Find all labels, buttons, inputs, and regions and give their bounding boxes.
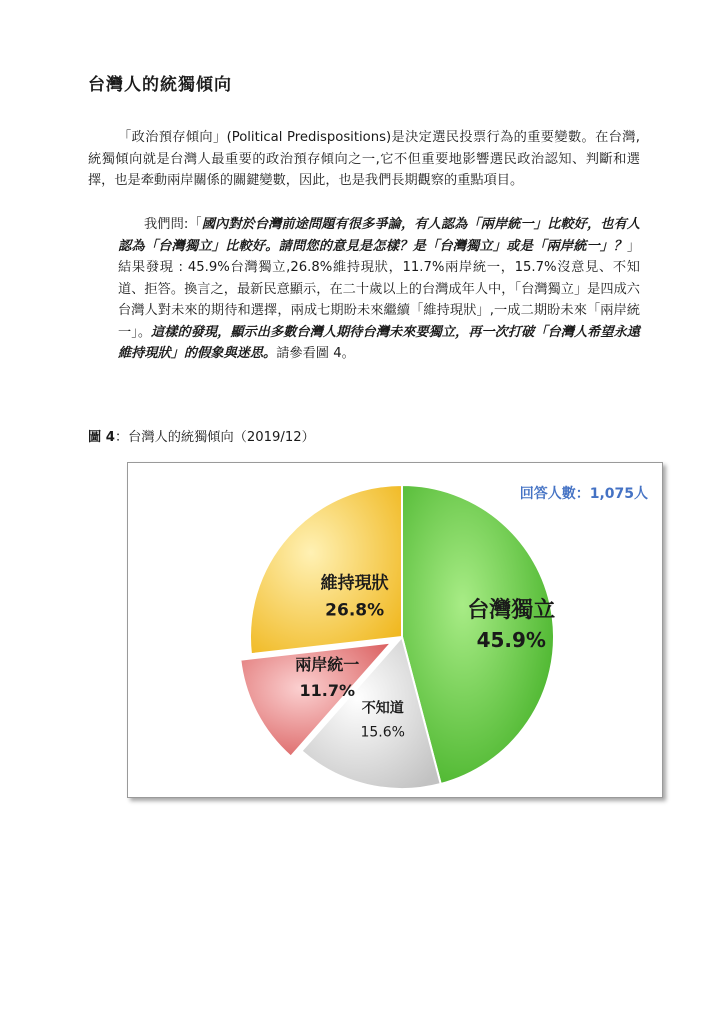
slice-label-unknown: 不知道 [361,700,404,717]
intro-paragraph: 「政治預存傾向」(Political Predispositions)是決定選民投票行為的重要變數。在台灣,統獨傾向就是台灣人最重要的政治預存傾向之一,它不但重要地影響選民政治認知、判斷和選擇，也是牽動兩岸關係的關鍵變數，因此，也是我們長期觀察的重點項目。 [88,130,640,188]
figure-caption-text: ：台灣人的統獨傾向（2019/12） [114,430,315,445]
pie-chart [127,462,663,798]
slice-label-status-quo: 維持現狀 [320,573,389,594]
slice-value-unknown: 15.6% [360,724,405,741]
figure-label: 圖 4 [88,430,115,445]
slice-value-unification: 11.7% [299,680,356,700]
respondents-count: 回答人數：1,075人 [519,486,648,502]
pie-chart-svg [128,463,662,797]
findings-lead: 我們問:「 [144,217,202,232]
findings-conclusion: 這樣的發現，顯示出多數台灣人期待台灣未來要獨立，再一次打破「台灣人希望永遠維持現狀」的假象與迷思。 [118,324,640,361]
figure-reference: 請參看圖 4。 [276,346,355,361]
pie-slice-status-quo [250,485,402,654]
findings-paragraph [118,214,640,365]
slice-value-independence: 45.9% [476,627,546,652]
slice-label-unification: 兩岸統一 [295,654,360,674]
figure-caption [88,426,315,445]
slice-value-status-quo: 26.8% [325,600,385,621]
findings-result: 」結果發現 : 45.9%台灣獨立,26.8%維持現狀，11.7%兩岸統一，15.7%沒意見、不知道、拒答。換言之，最新民意顯示，在二十歲以上的台灣成年人中，「台灣獨立」是四成六台灣人對未來的期待和選擇，兩成七期盼未來繼續「維持現狀」,一成二期盼未來「兩岸統一」。 [118,238,640,340]
survey-question: 國內對於台灣前途問題有很多爭論，有人認為「兩岸統一」比較好，也有人認為「台灣獨立」比較好。請問您的意見是怎樣？是「台灣獨立」或是「兩岸統一」？ [118,217,640,254]
slice-label-independence: 台灣獨立 [467,597,556,623]
page-title: 台灣人的統獨傾向 [88,75,232,95]
